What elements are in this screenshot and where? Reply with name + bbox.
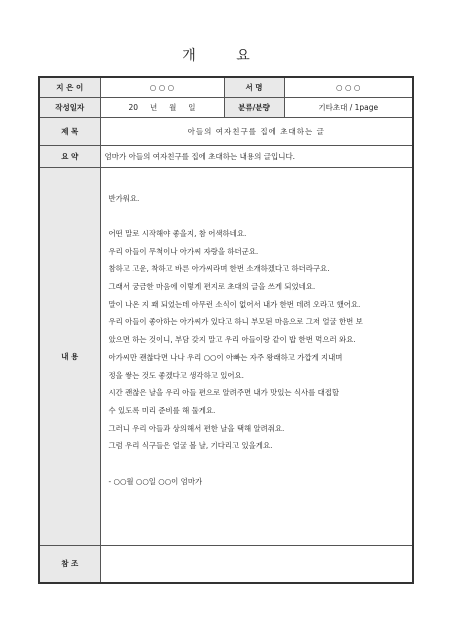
content-line: 어떤 말로 시작해야 좋을지, 참 어색하네요. [108,228,247,238]
content-line: 정을 쌓는 것도 좋겠다고 생각하고 있어요. [108,370,244,380]
author-value: ○ ○ ○ [100,77,224,97]
content-body [100,167,413,545]
document-form-table [38,76,414,584]
category-label: 분류/분량 [224,97,284,117]
signature-value: ○ ○ ○ [284,77,413,97]
content-label: 내 용 [39,167,100,545]
reference-value [100,545,413,583]
date-year-unit: 년 [149,102,158,112]
reference-label: 참 조 [39,545,100,583]
summary-value: 엄마가 아들의 여자친구를 집에 초대하는 내용의 글입니다. [100,145,413,167]
content-line: 수 있도록 미리 준비를 해 둘게요. [108,405,216,415]
date-year: 20 [128,102,139,112]
subject-label: 제 목 [39,117,100,145]
date-label: 작성일자 [39,97,100,117]
content-line: 그래서 궁금한 마음에 이렇게 편지로 초대의 글을 쓰게 되었네요. [108,282,316,291]
subject-value: 아들의 여자친구를 집에 초대하는 글 [100,117,413,145]
date-value [100,97,224,117]
page-title: 개 요 [182,48,268,64]
summary-label: 요 약 [39,145,100,167]
content-line: 참하고 고운, 착하고 바른 아가씨라며 한번 소개하겠다고 하더라구요. [108,264,330,274]
content-line [109,455,405,473]
content-line: 그럼 우리 식구들은 얼굴 볼 날, 기다리고 있을게요. [108,441,273,451]
content-line: 우리 아들이 무척이나 아가씨 자랑을 하더군요. [108,246,259,256]
content-line: 우리 아들이 좋아하는 아가씨가 있다고 하니 부모된 마음으로 그저 얼굴 한번 보 [108,317,363,327]
content-line: 시간 괜찮은 날을 우리 아들 편으로 알려주면 내가 맛있는 식사를 대접할 [108,388,340,398]
signature-label: 서 명 [224,77,284,97]
content-line: 그러니 우리 아들과 상의해서 편한 날을 택해 알려줘요. [108,423,285,433]
content-line: 았으면 하는 것이니, 부담 갖지 말고 우리 아들이랑 같이 밥 한번 먹으러 와요. [108,335,356,345]
date-month-unit: 월 [169,102,177,112]
content-line: - ○○월 ○○일 ○○이 엄마가 [108,476,203,486]
content-line: 말이 나온 지 꽤 되었는데 아무런 소식이 없어서 내가 한번 데려 오라고 했어요. [108,299,361,309]
author-label: 지 은 이 [39,77,100,97]
content-line [109,207,405,225]
content-line: 아가씨만 괜찮다면 나나 우리 ○○이 아빠는 자주 왕래하고 가깝게 지내며 [108,352,343,362]
content-lines [109,168,405,491]
content-line: 반가워요. [108,193,140,203]
category-value: 기타초대 / 1page [284,97,413,117]
date-day-unit: 일 [188,102,196,112]
